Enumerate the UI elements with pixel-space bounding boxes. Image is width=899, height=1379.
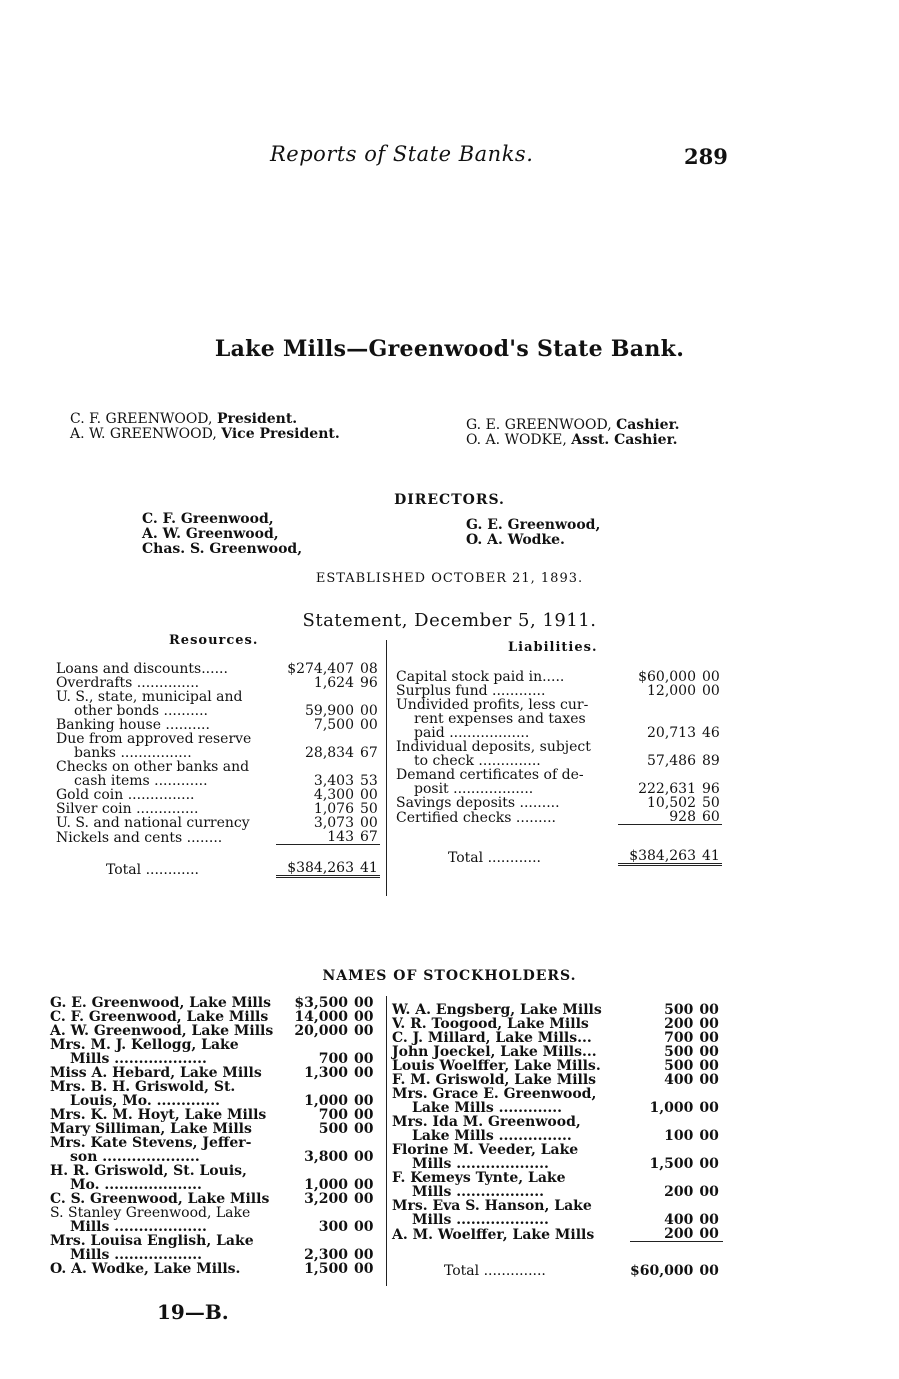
officer-role: Asst. Cashier. bbox=[571, 432, 678, 448]
stockholder-dollars: 400 bbox=[664, 1072, 694, 1088]
stockholder-cents: 00 bbox=[354, 1177, 374, 1193]
resources-total-dollars: $384,263 bbox=[276, 845, 354, 877]
stockholder-row bbox=[50, 1192, 376, 1206]
director-name: O. A. Wodke. bbox=[466, 532, 565, 548]
liability-label: Surplus fund ............ bbox=[396, 683, 546, 699]
stockholder-dollars: 20,000 bbox=[294, 1023, 348, 1039]
resource-label: U. S. and national currency bbox=[56, 815, 250, 831]
officer-role: Vice President. bbox=[221, 426, 340, 442]
liability-cents bbox=[696, 740, 722, 754]
directors-left bbox=[142, 512, 302, 557]
stockholder-row bbox=[50, 1262, 376, 1276]
liability-row bbox=[396, 782, 722, 796]
officer-role: Cashier. bbox=[616, 417, 680, 433]
resource-dollars: 59,900 bbox=[305, 703, 354, 719]
stockholder-row bbox=[50, 1136, 376, 1150]
resources-total-label: Total ............ bbox=[106, 861, 199, 878]
stockholder-cents: 00 bbox=[354, 1261, 374, 1277]
stockholders-right bbox=[392, 1003, 723, 1278]
stockholder-cents: 00 bbox=[354, 1009, 374, 1025]
liability-cents bbox=[696, 712, 722, 726]
stockholder-row bbox=[50, 1080, 376, 1094]
stockholder-dollars bbox=[630, 1115, 693, 1129]
stockholder-row bbox=[392, 1199, 723, 1213]
resource-row bbox=[56, 746, 380, 760]
stockholder-dollars: 3,800 bbox=[304, 1149, 348, 1165]
stockholder-dollars bbox=[294, 1038, 348, 1052]
liability-cents: 00 bbox=[702, 683, 720, 699]
stockholder-name: C. J. Millard, Lake Mills... bbox=[392, 1030, 592, 1046]
stockholder-row bbox=[50, 1178, 376, 1192]
stockholder-dollars: 400 bbox=[664, 1212, 694, 1228]
resource-dollars: $274,407 bbox=[287, 661, 354, 677]
resource-label: banks ................ bbox=[74, 745, 192, 761]
resource-dollars: 28,834 bbox=[305, 745, 354, 761]
director-name: G. E. Greenwood, bbox=[466, 517, 601, 533]
liability-cents bbox=[696, 698, 722, 712]
stockholder-cents bbox=[693, 1087, 723, 1101]
stockholder-dollars bbox=[294, 1164, 348, 1178]
director-name: A. W. Greenwood, bbox=[142, 526, 279, 542]
stockholder-name: Mills ................... bbox=[412, 1156, 549, 1172]
stockholder-cents: 00 bbox=[699, 1212, 719, 1228]
directors-heading: DIRECTORS. bbox=[394, 492, 505, 508]
stockholder-dollars bbox=[630, 1143, 693, 1157]
stockholder-dollars: 500 bbox=[664, 1002, 694, 1018]
liabilities-total-cents: 41 bbox=[696, 825, 722, 865]
liability-dollars bbox=[618, 698, 696, 712]
stockholder-dollars: 14,000 bbox=[294, 1009, 348, 1025]
stockholder-name: C. S. Greenwood, Lake Mills bbox=[50, 1191, 270, 1207]
resource-row bbox=[56, 704, 380, 718]
stockholder-cents: 00 bbox=[354, 1093, 374, 1109]
stockholder-dollars: $3,500 bbox=[294, 995, 348, 1011]
officer-line bbox=[466, 433, 680, 448]
stockholder-row bbox=[50, 1122, 376, 1136]
stockholder-name: Lake Mills ............... bbox=[412, 1128, 572, 1144]
stockholder-cents bbox=[348, 1164, 376, 1178]
resource-label: Due from approved reserve bbox=[56, 731, 252, 747]
resource-cents: 67 bbox=[360, 829, 378, 845]
liability-label: rent expenses and taxes bbox=[414, 711, 586, 727]
stockholder-name: F. M. Griswold, Lake Mills bbox=[392, 1072, 597, 1088]
resource-label: Loans and discounts...... bbox=[56, 661, 228, 677]
stockholder-name: Mrs. Eva S. Hanson, Lake bbox=[392, 1198, 592, 1214]
stockholder-row bbox=[50, 1024, 376, 1038]
stockholder-cents: 00 bbox=[699, 1030, 719, 1046]
stockholder-cents bbox=[348, 1136, 376, 1150]
stockholder-cents: 00 bbox=[354, 1149, 374, 1165]
resource-cents: 96 bbox=[360, 675, 378, 691]
stockholder-cents: 00 bbox=[354, 1247, 374, 1263]
stockholder-cents bbox=[348, 1234, 376, 1248]
stockholder-dollars bbox=[294, 1206, 348, 1220]
stockholder-name: Mills .................. bbox=[412, 1184, 544, 1200]
stockholder-dollars bbox=[294, 1080, 348, 1094]
liabilities-table bbox=[396, 670, 722, 866]
resource-cents: 00 bbox=[360, 787, 378, 803]
page-number: 289 bbox=[684, 144, 728, 169]
resource-row bbox=[56, 676, 380, 690]
stockholder-row bbox=[392, 1143, 723, 1157]
liability-label: Individual deposits, subject bbox=[396, 739, 591, 755]
stockholder-name: John Joeckel, Lake Mills... bbox=[392, 1044, 597, 1060]
stockholder-name: Mills .................. bbox=[70, 1247, 202, 1263]
stockholder-name: Florine M. Veeder, Lake bbox=[392, 1142, 579, 1158]
running-head bbox=[0, 142, 899, 174]
stockholder-cents bbox=[693, 1143, 723, 1157]
resource-row bbox=[56, 774, 380, 788]
stockholder-dollars bbox=[630, 1087, 693, 1101]
resource-label: Gold coin ............... bbox=[56, 787, 195, 803]
liability-label: to check .............. bbox=[414, 753, 541, 769]
stockholder-cents: 00 bbox=[699, 1016, 719, 1032]
stockholders-left bbox=[50, 996, 376, 1276]
resource-dollars: 7,500 bbox=[313, 717, 354, 733]
stockholder-row bbox=[50, 1234, 376, 1248]
liability-row bbox=[396, 754, 722, 768]
stockholder-name: Mrs. Ida M. Greenwood, bbox=[392, 1114, 581, 1130]
resources-heading: Resources. bbox=[169, 633, 259, 648]
stockholders-right-table bbox=[392, 1003, 723, 1278]
stockholder-name: Mrs. Grace E. Greenwood, bbox=[392, 1086, 597, 1102]
stockholder-name: H. R. Griswold, St. Louis, bbox=[50, 1163, 247, 1179]
stockholder-name: C. F. Greenwood, Lake Mills bbox=[50, 1009, 269, 1025]
resource-cents bbox=[354, 732, 380, 746]
stockholder-row bbox=[50, 1206, 376, 1220]
liability-row bbox=[396, 712, 722, 726]
stockholder-dollars: 200 bbox=[664, 1226, 694, 1242]
stockholder-name: Louis, Mo. ............. bbox=[70, 1093, 221, 1109]
resource-dollars: 4,300 bbox=[313, 787, 354, 803]
resource-cents bbox=[354, 760, 380, 774]
stockholders-total-label: Total .............. bbox=[444, 1262, 546, 1279]
stockholder-cents: 00 bbox=[699, 1058, 719, 1074]
officer-name: G. E. GREENWOOD, bbox=[466, 417, 612, 433]
stockholder-cents bbox=[348, 1038, 376, 1052]
stockholder-cents bbox=[348, 1206, 376, 1220]
liability-cents bbox=[696, 768, 722, 782]
liability-dollars bbox=[618, 768, 696, 782]
resource-cents bbox=[354, 690, 380, 704]
stockholder-name: S. Stanley Greenwood, Lake bbox=[50, 1205, 251, 1221]
stockholder-cents: 00 bbox=[699, 1044, 719, 1060]
stockholder-dollars: 700 bbox=[318, 1051, 348, 1067]
stockholder-name: Mrs. K. M. Hoyt, Lake Mills bbox=[50, 1107, 267, 1123]
stockholder-cents bbox=[348, 1080, 376, 1094]
stockholders-heading: NAMES OF STOCKHOLDERS. bbox=[322, 968, 577, 984]
stockholder-name: Mills ................... bbox=[70, 1051, 207, 1067]
stockholder-row bbox=[50, 1108, 376, 1122]
stockholder-dollars bbox=[294, 1234, 348, 1248]
stockholder-row bbox=[392, 1171, 723, 1185]
stockholder-dollars: 300 bbox=[318, 1219, 348, 1235]
resource-label: Silver coin .............. bbox=[56, 801, 199, 817]
resource-dollars: 3,073 bbox=[313, 815, 354, 831]
stockholder-dollars: 2,300 bbox=[304, 1247, 348, 1263]
liability-label: paid .................. bbox=[414, 725, 530, 741]
director-name: C. F. Greenwood, bbox=[142, 511, 274, 527]
stockholder-row bbox=[50, 1038, 376, 1052]
stockholders-total-cents: 00 bbox=[693, 1242, 723, 1278]
statement-date: Statement, December 5, 1911. bbox=[302, 610, 597, 631]
stockholder-name: Mrs. B. H. Griswold, St. bbox=[50, 1079, 236, 1095]
stockholder-cents: 00 bbox=[354, 1065, 374, 1081]
liability-row bbox=[396, 768, 722, 782]
stockholder-cents: 00 bbox=[699, 1156, 719, 1172]
resources-total-cents: 41 bbox=[354, 845, 380, 877]
stockholder-dollars: 1,500 bbox=[649, 1156, 694, 1172]
officer-name: O. A. WODKE, bbox=[466, 432, 567, 448]
stockholders-divider bbox=[386, 996, 387, 1286]
stockholder-row bbox=[392, 1031, 723, 1045]
stockholder-name: Mills ................... bbox=[70, 1219, 207, 1235]
stockholder-row bbox=[50, 1220, 376, 1234]
resource-row bbox=[56, 788, 380, 802]
stockholder-cents: 00 bbox=[699, 1226, 719, 1242]
liability-dollars: $60,000 bbox=[638, 669, 696, 685]
stockholder-row bbox=[392, 1003, 723, 1017]
resources-total-row bbox=[56, 845, 380, 877]
resources-section bbox=[56, 662, 380, 878]
stockholder-dollars: 1,300 bbox=[304, 1065, 348, 1081]
liability-label: Demand certificates of de- bbox=[396, 767, 584, 783]
stockholder-cents: 00 bbox=[699, 1100, 719, 1116]
stockholder-name: Mrs. Louisa English, Lake bbox=[50, 1233, 254, 1249]
stockholder-cents: 00 bbox=[354, 1191, 374, 1207]
resource-label: cash items ............ bbox=[74, 773, 208, 789]
liability-label: posit .................. bbox=[414, 781, 534, 797]
resource-cents: 53 bbox=[360, 773, 378, 789]
stockholder-row bbox=[392, 1227, 723, 1242]
resource-row bbox=[56, 690, 380, 704]
liability-dollars bbox=[618, 740, 696, 754]
officer-name: A. W. GREENWOOD, bbox=[70, 426, 217, 442]
officers-right bbox=[466, 418, 680, 448]
stockholder-dollars: 500 bbox=[664, 1058, 694, 1074]
stockholder-row bbox=[50, 1066, 376, 1080]
stockholder-dollars: 100 bbox=[664, 1128, 694, 1144]
resource-label: Checks on other banks and bbox=[56, 759, 250, 775]
stockholders-total-row bbox=[392, 1242, 723, 1278]
stockholder-name: W. A. Engsberg, Lake Mills bbox=[392, 1002, 602, 1018]
resource-dollars: 143 bbox=[327, 829, 354, 845]
resource-cents: 00 bbox=[360, 815, 378, 831]
liability-row bbox=[396, 684, 722, 698]
stockholder-row bbox=[392, 1017, 723, 1031]
officer-role: President. bbox=[216, 411, 298, 427]
liabilities-total-row bbox=[396, 825, 722, 865]
resource-cents: 67 bbox=[360, 745, 378, 761]
resource-row bbox=[56, 718, 380, 732]
stockholder-dollars: 1,500 bbox=[304, 1261, 348, 1277]
stockholder-name: Mary Silliman, Lake Mills bbox=[50, 1121, 252, 1137]
stockholder-dollars bbox=[294, 1136, 348, 1150]
stockholder-name: O. A. Wodke, Lake Mills. bbox=[50, 1261, 241, 1277]
liability-dollars: 222,631 bbox=[638, 781, 696, 797]
stockholder-cents: 00 bbox=[699, 1128, 719, 1144]
liability-cents: 00 bbox=[702, 669, 720, 685]
stockholder-name: Lake Mills ............. bbox=[412, 1100, 562, 1116]
liabilities-total-label: Total ............ bbox=[448, 849, 541, 866]
officers-left bbox=[70, 412, 340, 442]
liability-dollars: 20,713 bbox=[647, 725, 696, 741]
bank-title: Lake Mills—Greenwood's State Bank. bbox=[214, 336, 685, 362]
liabilities-heading: Liabilities. bbox=[508, 640, 598, 655]
stockholder-dollars bbox=[630, 1199, 693, 1213]
resource-dollars bbox=[276, 732, 354, 746]
resource-dollars: 1,624 bbox=[313, 675, 354, 691]
officer-line bbox=[70, 412, 340, 427]
stockholder-name: F. Kemeys Tynte, Lake bbox=[392, 1170, 566, 1186]
liability-label: Undivided profits, less cur- bbox=[396, 697, 589, 713]
resource-dollars: 3,403 bbox=[313, 773, 354, 789]
stockholder-row bbox=[392, 1213, 723, 1227]
stockholder-cents: 00 bbox=[354, 1051, 374, 1067]
stockholder-name: V. R. Toogood, Lake Mills bbox=[392, 1016, 589, 1032]
stockholder-cents: 00 bbox=[354, 1023, 374, 1039]
stockholder-name: Mills ................... bbox=[412, 1212, 549, 1228]
stockholder-name: son .................... bbox=[70, 1149, 200, 1165]
resource-cents: 50 bbox=[360, 801, 378, 817]
officer-name: C. F. GREENWOOD, bbox=[70, 411, 213, 427]
stockholder-dollars: 1,000 bbox=[304, 1093, 348, 1109]
stockholder-name: Louis Woelffer, Lake Mills. bbox=[392, 1058, 601, 1074]
stockholder-row bbox=[50, 1150, 376, 1164]
stockholder-row bbox=[50, 1164, 376, 1178]
resource-dollars bbox=[276, 760, 354, 774]
resource-row bbox=[56, 816, 380, 830]
liability-row bbox=[396, 810, 722, 825]
stockholder-name: A. W. Greenwood, Lake Mills bbox=[50, 1023, 274, 1039]
resource-cents: 08 bbox=[360, 661, 378, 677]
liability-label: Capital stock paid in..... bbox=[396, 669, 565, 685]
liability-cents: 46 bbox=[702, 725, 720, 741]
resource-label: Nickels and cents ........ bbox=[56, 829, 223, 846]
stockholder-row bbox=[392, 1157, 723, 1171]
stockholder-row bbox=[50, 1094, 376, 1108]
resource-label: other bonds .......... bbox=[74, 703, 209, 719]
stockholder-name: Miss A. Hebard, Lake Mills bbox=[50, 1065, 262, 1081]
resource-label: Banking house .......... bbox=[56, 717, 210, 733]
established-line: ESTABLISHED OCTOBER 21, 1893. bbox=[315, 571, 584, 586]
resource-cents: 00 bbox=[360, 703, 378, 719]
liability-dollars: 928 bbox=[669, 809, 696, 825]
stockholder-row bbox=[392, 1101, 723, 1115]
stockholder-row bbox=[392, 1073, 723, 1087]
liability-dollars: 10,502 bbox=[647, 795, 696, 811]
stockholder-row bbox=[392, 1115, 723, 1129]
liability-label: Savings deposits ......... bbox=[396, 795, 560, 811]
liability-cents: 89 bbox=[702, 753, 720, 769]
running-title: Reports of State Banks. bbox=[270, 142, 534, 166]
stockholder-row bbox=[50, 1248, 376, 1262]
resource-dollars: 1,076 bbox=[313, 801, 354, 817]
stockholder-row bbox=[50, 1052, 376, 1066]
stockholder-cents: 00 bbox=[354, 995, 374, 1011]
stockholder-dollars: 3,200 bbox=[304, 1191, 348, 1207]
stockholder-name: Mrs. M. J. Kellogg, Lake bbox=[50, 1037, 239, 1053]
stockholder-dollars: 500 bbox=[664, 1044, 694, 1060]
stockholder-row bbox=[392, 1045, 723, 1059]
stockholder-dollars bbox=[630, 1171, 693, 1185]
stockholder-name: Mo. .................... bbox=[70, 1177, 202, 1193]
stockholder-name: Mrs. Kate Stevens, Jeffer- bbox=[50, 1135, 252, 1151]
resource-label: Overdrafts .............. bbox=[56, 675, 200, 691]
liability-row bbox=[396, 698, 722, 712]
stockholder-dollars: 700 bbox=[664, 1030, 694, 1046]
resource-label: U. S., state, municipal and bbox=[56, 689, 243, 705]
stockholder-row bbox=[392, 1185, 723, 1199]
liabilities-section bbox=[396, 670, 722, 866]
stockholder-row bbox=[50, 1010, 376, 1024]
officer-line bbox=[70, 427, 340, 442]
liabilities-total-dollars: $384,263 bbox=[618, 825, 696, 865]
officer-line bbox=[466, 418, 680, 433]
resource-cents: 00 bbox=[360, 717, 378, 733]
liability-dollars: 57,486 bbox=[647, 753, 696, 769]
liability-row bbox=[396, 740, 722, 754]
resource-row bbox=[56, 662, 380, 676]
stockholder-name: A. M. Woelffer, Lake Mills bbox=[392, 1226, 595, 1243]
stockholder-name: G. E. Greenwood, Lake Mills bbox=[50, 995, 271, 1011]
stockholder-cents: 00 bbox=[354, 1107, 374, 1123]
resource-row bbox=[56, 830, 380, 845]
liability-label: Certified checks ......... bbox=[396, 809, 556, 826]
stockholder-row bbox=[50, 996, 376, 1010]
signature-mark: 19—B. bbox=[157, 1300, 229, 1324]
stockholder-cents bbox=[693, 1199, 723, 1213]
stockholder-dollars: 500 bbox=[318, 1121, 348, 1137]
stockholders-left-table bbox=[50, 996, 376, 1276]
stockholder-cents bbox=[693, 1115, 723, 1129]
stockholder-dollars: 700 bbox=[318, 1107, 348, 1123]
stockholder-cents: 00 bbox=[699, 1002, 719, 1018]
liability-dollars bbox=[618, 712, 696, 726]
resource-row bbox=[56, 760, 380, 774]
stockholder-dollars: 200 bbox=[664, 1016, 694, 1032]
stockholder-dollars: 1,000 bbox=[304, 1177, 348, 1193]
liability-dollars: 12,000 bbox=[647, 683, 696, 699]
stockholder-row bbox=[392, 1129, 723, 1143]
liability-row bbox=[396, 670, 722, 684]
stockholder-row bbox=[392, 1059, 723, 1073]
liability-cents: 50 bbox=[702, 795, 720, 811]
stockholder-cents: 00 bbox=[699, 1184, 719, 1200]
liability-cents: 60 bbox=[702, 809, 720, 825]
resource-row bbox=[56, 802, 380, 816]
stockholders-total-dollars: $60,000 bbox=[630, 1242, 693, 1278]
stockholder-dollars: 1,000 bbox=[649, 1100, 694, 1116]
director-name: Chas. S. Greenwood, bbox=[142, 541, 303, 557]
directors-right bbox=[466, 518, 600, 548]
resource-dollars bbox=[276, 690, 354, 704]
resources-table bbox=[56, 662, 380, 878]
liability-row bbox=[396, 726, 722, 740]
resource-row bbox=[56, 732, 380, 746]
stockholder-cents bbox=[693, 1171, 723, 1185]
stockholder-cents: 00 bbox=[354, 1219, 374, 1235]
stockholder-row bbox=[392, 1087, 723, 1101]
stockholder-cents: 00 bbox=[354, 1121, 374, 1137]
stockholder-cents: 00 bbox=[699, 1072, 719, 1088]
liability-cents: 96 bbox=[702, 781, 720, 797]
stockholder-dollars: 200 bbox=[664, 1184, 694, 1200]
liability-row bbox=[396, 796, 722, 810]
column-divider bbox=[386, 640, 387, 896]
